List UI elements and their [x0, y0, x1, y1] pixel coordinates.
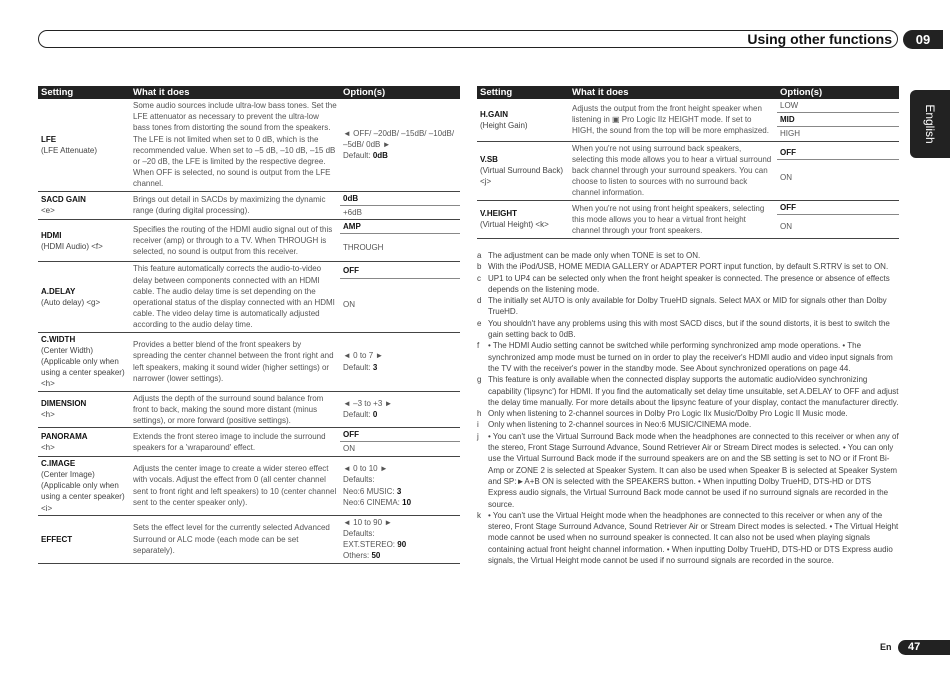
option-item: ON [780, 221, 792, 231]
description-cell: When you're not using surround back speakers, selecting this mode allows you to hear a virtual surround back channel through your surround speakers. You can choose to listen to sources with no surround back channel information. [569, 141, 777, 200]
option-default-label: Default: [343, 362, 371, 372]
table-row [38, 99, 460, 191]
setting-sub: <e> [41, 206, 55, 216]
setting-cell [38, 262, 130, 332]
setting-name: C.WIDTH [41, 334, 76, 344]
settings-table-right [477, 86, 899, 239]
option-default-label: Default: [343, 410, 371, 420]
option-default-label: Defaults: [343, 528, 375, 538]
setting-sub: (Center Image) (Applicable only when using a center speaker) <i> [41, 469, 125, 513]
setting-name: C.IMAGE [41, 458, 76, 468]
option-default: 0dB [372, 151, 388, 161]
options-cell [340, 99, 460, 191]
option-item: 0dB [340, 192, 460, 206]
footnote [477, 250, 899, 261]
description-cell: This feature automatically corrects the audio-to-video delay between components connected with an HDMI cable. The audio delay time is set depending on the operational status of the display connected with an HDMI cable. The video delay time is automatically adjusted according to the audio delay time. [130, 262, 340, 332]
setting-cell [38, 220, 130, 262]
column-header-what: What it does [130, 86, 340, 99]
description-cell: Brings out detail in SACDs by maximizing the dynamic range (during digital processing). [130, 191, 340, 219]
option-item: OFF [777, 146, 899, 160]
table-row [38, 332, 460, 391]
table-row [477, 200, 899, 238]
setting-name: V.HEIGHT [480, 209, 518, 219]
description-cell: Adjusts the depth of the surround sound balance from front to back, making the sound more distant (minus settings), or more forward (positive settings). [130, 391, 340, 428]
footnote-text: You shouldn't have any problems using this with most SACD discs, but if the sound distorts, it is best to switch the gain setting back to 0dB. [488, 318, 890, 340]
footer-language: En [880, 642, 892, 652]
setting-sub: (Auto delay) <g> [41, 298, 101, 308]
footnote-mark: j [477, 431, 479, 441]
option-item: ON [343, 444, 355, 454]
setting-sub: (LFE Attenuate) [41, 145, 98, 155]
option-item: OFF [340, 428, 460, 442]
options-cell [777, 200, 899, 238]
option-value: 50 [371, 551, 381, 561]
settings-table-left [38, 86, 460, 564]
setting-sub: <h> [41, 442, 55, 452]
setting-cell [38, 332, 130, 391]
page-title: Using other functions [747, 31, 892, 47]
setting-cell [477, 99, 569, 141]
footnote-mark: k [477, 510, 481, 520]
column-header-setting: Setting [477, 86, 569, 99]
options-cell [777, 99, 899, 141]
options-cell [340, 456, 460, 515]
description-cell: Sets the effect level for the currently selected Advanced Surround or ALC mode (each mode can be set separately). [130, 515, 340, 563]
option-range: ◄ 0 to 10 ► [343, 464, 388, 474]
footnote [477, 510, 899, 566]
option-value: 3 [396, 486, 402, 496]
option-item: +6dB [343, 207, 362, 217]
description-cell: Provides a better blend of the front speakers by spreading the center channel between the front right and left speakers, making it sound wider (higher settings) or narrower (lower settings). [130, 332, 340, 391]
table-row [38, 515, 460, 563]
column-header-options: Option(s) [340, 86, 460, 99]
footnote [477, 273, 899, 296]
footnotes [477, 250, 899, 566]
setting-cell [38, 456, 130, 515]
footnote-text: • The HDMI Audio setting cannot be switched while performing synchronized amp mode operations. • The synchronized amp mode must be turned on in order to play the receiver's HDMI audio and video input signals from the TV with the receiver's power in the standby mode. See About synchronized operations on page 44. [488, 341, 893, 373]
table-row [477, 141, 899, 200]
option-line: EXT.STEREO: [343, 540, 396, 550]
footnote [477, 261, 899, 272]
setting-cell [38, 191, 130, 219]
table-row [38, 262, 460, 332]
option-value: 90 [397, 540, 407, 550]
footnote [477, 374, 899, 408]
setting-name: EFFECT [41, 534, 73, 544]
description-cell: Adjusts the output from the front height speaker when listening in ▣ Pro Logic IIz HEIGHT mode. If set to HIGH, the sound from the top will be more emphasized. [569, 99, 777, 141]
options-cell [340, 191, 460, 219]
option-item: ON [343, 299, 355, 309]
setting-name: H.GAIN [480, 109, 508, 119]
footnote-text: The adjustment can be made only when TONE is set to ON. [488, 251, 701, 260]
setting-cell [38, 515, 130, 563]
footnote-text: Only when listening to 2-channel sources in Dolby Pro Logic IIx Music/Dolby Pro Logic II Music mode. [488, 409, 848, 419]
footnote-mark: c [477, 273, 481, 283]
option-default-label: Defaults: [343, 475, 375, 485]
footnote-text: • You can't use the Virtual Height mode when the headphones are connected to this receiver or when any of the stereo, Front Stage Surround Advance, Sound Retriever Air or Stream Direct modes is selected. • The Virtual Height mode cannot be used when no surround speaker is connected. It can also not be used when playing signals containing actual front height channel information. • When inputting Dolby TrueHD, DTS-HD or DTS Express audio signals, the Virtual Height mode cannot be used if no surround signals are recorded in the source. [488, 510, 899, 566]
option-default: 3 [372, 362, 378, 372]
footnote [477, 318, 899, 341]
column-header-options: Option(s) [777, 86, 899, 99]
description-cell: Specifies the routing of the HDMI audio signal out of this receiver (amp) or through to a TV. When THROUGH is selected, no sound is output from this receiver. [130, 220, 340, 262]
setting-name: DIMENSION [41, 399, 87, 409]
footnote-mark: a [477, 251, 482, 260]
option-line: Others: [343, 551, 370, 561]
option-line: Neo:6 CINEMA: [343, 497, 400, 507]
table-row [38, 191, 460, 219]
setting-cell [477, 200, 569, 238]
table-row [38, 220, 460, 262]
table-row [38, 428, 460, 456]
setting-cell [38, 391, 130, 428]
description-cell: When you're not using front height speakers, selecting this mode allows you to hear a virtual front height channel through your front speakers. [569, 200, 777, 238]
footnote-text: • You can't use the Virtual Surround Back mode when the headphones are connected to this receiver or when any of the stereo, Front Stage Surround Advance, Sound Retriever Air or Stream Direct modes is selected. • You can only use the Virtual Surround Back mode if the surround speakers are on and the SB setting is set to NO or if Front Bi-Amp or ZONE 2 is selected at Speaker System. It can also be used when Speaker B is selected at Speaker System and SP:►A+B ON is selected with the SPEAKERS button. • When inputting Dolby TrueHD, DTS-HD or DTS Express audio signals, the Virtual Surround Back mode cannot be used if no surround signals are recorded in the source. [488, 431, 899, 509]
footnote-text: The initially set AUTO is only available for Dolby TrueHD signals. Select MAX or MID for signals other than Dolby TrueHD. [488, 296, 887, 317]
table-row [477, 99, 899, 141]
setting-sub: (Virtual Surround Back) <j> [480, 166, 563, 187]
footnote [477, 419, 899, 430]
chapter-number: 09 [903, 30, 943, 49]
setting-sub: (HDMI Audio) <f> [41, 241, 103, 251]
option-item: OFF [777, 201, 899, 215]
column-header-setting: Setting [38, 86, 130, 99]
setting-name: A.DELAY [41, 286, 76, 296]
setting-name: PANORAMA [41, 431, 88, 441]
setting-sub: <h> [41, 410, 55, 420]
footnote-mark: d [477, 296, 482, 306]
option-range: ◄ 0 to 7 ► [343, 351, 384, 361]
table-row [38, 456, 460, 515]
setting-name: HDMI [41, 230, 62, 240]
footnote [477, 431, 899, 510]
setting-sub: (Virtual Height) <k> [480, 220, 549, 230]
option-default: 0 [372, 410, 378, 420]
setting-sub: (Height Gain) [480, 120, 528, 130]
options-cell [340, 391, 460, 428]
description-cell: Some audio sources include ultra-low bass tones. Set the LFE attenuator as necessary to prevent the ultra-low bass tones from distorting the sound from the speakers. The LFE is not limited when set to 0 dB, which is the recommended value. When set to –5 dB, –10 dB, –15 dB or –20 dB, the LFE is limited by the respective degree. When OFF is selected, no sound is output from the LFE channel. [130, 99, 340, 191]
setting-name: LFE [41, 134, 57, 144]
option-value: 10 [402, 497, 412, 507]
column-header-what: What it does [569, 86, 777, 99]
setting-sub: (Center Width) (Applicable only when using a center speaker) <h> [41, 345, 125, 389]
option-item: LOW [777, 99, 899, 113]
setting-cell [38, 99, 130, 191]
footnote [477, 295, 899, 318]
options-cell [340, 515, 460, 563]
language-tab [910, 90, 950, 158]
option-item: OFF [340, 264, 460, 278]
footnote-mark: e [477, 318, 482, 328]
option-item: THROUGH [343, 243, 384, 253]
options-cell [340, 428, 460, 456]
option-item: ON [780, 173, 792, 183]
options-cell [340, 332, 460, 391]
footnote-mark: h [477, 409, 482, 419]
footnote-mark: f [477, 341, 480, 351]
setting-name: SACD GAIN [41, 195, 86, 205]
option-range: ◄ –3 to +3 ► [343, 399, 393, 409]
footnote-text: UP1 to UP4 can be selected only when the front height speaker is connected. The presence or absence of effects depends on the listening mode. [488, 273, 890, 294]
footnote-mark: b [477, 262, 482, 272]
setting-cell [38, 428, 130, 456]
footnote-text: Only when listening to 2-channel sources in Neo:6 MUSIC/CINEMA mode. [488, 420, 752, 430]
options-cell [340, 220, 460, 262]
option-range: ◄ 10 to 90 ► [343, 517, 393, 527]
option-item: MID [777, 113, 899, 127]
options-cell [340, 262, 460, 332]
footnote-text: With the iPod/USB, HOME MEDIA GALLERY or ADAPTER PORT input function, by default S.RTRV is set to ON. [488, 262, 889, 272]
footnote-mark: i [477, 420, 479, 430]
footnote [477, 340, 899, 374]
setting-name: V.SB [480, 154, 498, 164]
page-number: 47 [898, 640, 950, 655]
options-cell [777, 141, 899, 200]
footnote-mark: g [477, 375, 482, 385]
option-range: ◄ OFF/ –20dB/ –15dB/ –10dB/ –5dB/ 0dB ► [343, 129, 455, 150]
setting-cell [477, 141, 569, 200]
option-item: AMP [340, 220, 460, 234]
description-cell: Extends the front stereo image to include the surround speakers for a 'wraparound' effect. [130, 428, 340, 456]
description-cell: Adjusts the center image to create a wider stereo effect with vocals. Adjust the effect from 0 (all center channel sent to front right and left speakers) to 10 (center channel sent to the center speaker only). [130, 456, 340, 515]
option-default-label: Default: [343, 151, 371, 161]
footnote [477, 408, 899, 419]
option-item: HIGH [780, 129, 800, 139]
table-row [38, 391, 460, 428]
footnote-text: This feature is only available when the connected display supports the automatic audio/video synchronizing capability ('lipsync') for HDMI. If you find the automatically set delay time unsuitable, set A.DELAY to OFF and adjust the delay time manually. For more details about the lipsync feature of your display, contact the manufacturer directly. [488, 375, 899, 407]
option-line: Neo:6 MUSIC: [343, 486, 395, 496]
language-label: English [923, 104, 937, 144]
